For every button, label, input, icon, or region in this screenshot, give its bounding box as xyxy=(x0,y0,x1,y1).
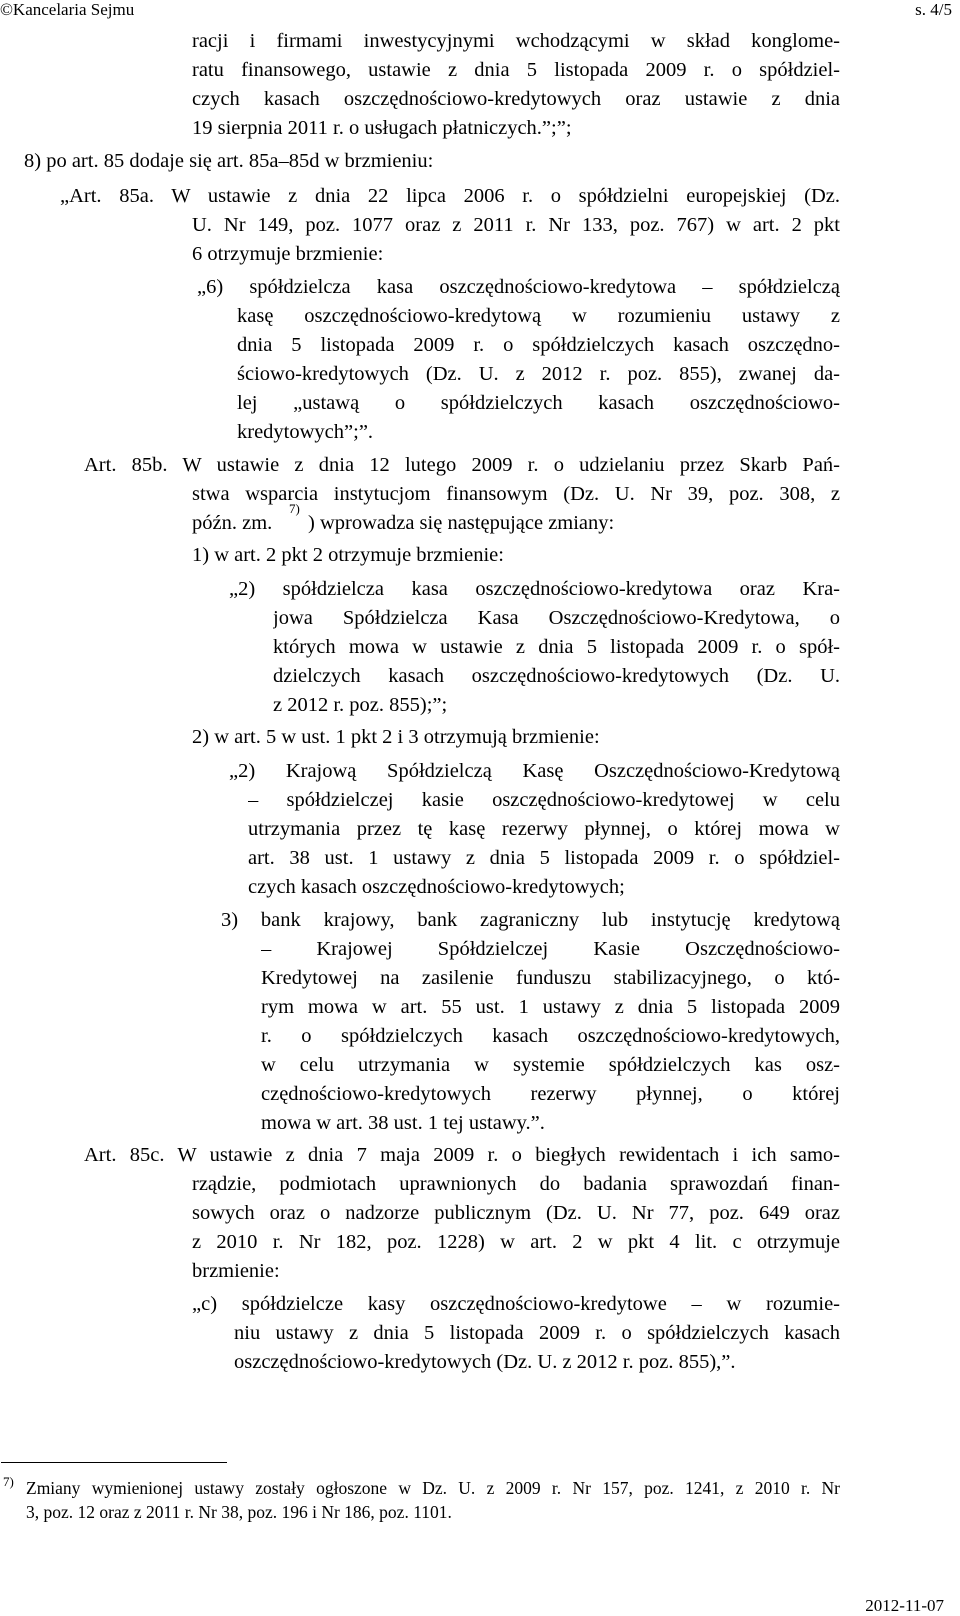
footnote-reference: 7) xyxy=(289,501,300,516)
text-line: 3) bank krajowy, bank zagraniczny lub instytucję kredytową xyxy=(221,909,840,931)
text-line: „2) spółdzielcza kasa oszczędnościowo-kredytowa oraz Kra- xyxy=(229,578,840,600)
text-line: w celu utrzymania w systemie spółdzielczych kas osz- xyxy=(261,1054,840,1076)
text-line: Kredytowej na zasilenie funduszu stabilizacyjnego, o któ- xyxy=(261,967,840,989)
text-line: rządzie, podmiotach uprawnionych do badania sprawozdań finan- xyxy=(192,1173,840,1195)
text-line: ściowo-kredytowych (Dz. U. z 2012 r. poz. 855), zwanej da- xyxy=(237,363,840,385)
text-line: kasę oszczędnościowo-kredytową w rozumieniu ustawy z xyxy=(237,305,840,327)
text-line: „Art. 85a. W ustawie z dnia 22 lipca 2006 r. o spółdzielni europejskiej (Dz. xyxy=(60,185,840,207)
text-line: dnia 5 listopada 2009 r. o spółdzielczych kasach oszczędno- xyxy=(237,334,840,356)
text-line: lej „ustawą o spółdzielczych kasach oszczędnościowo- xyxy=(237,392,840,414)
text-line: z 2010 r. Nr 182, poz. 1228) w art. 2 w pkt 4 lit. c otrzymuje xyxy=(192,1231,840,1253)
text-line: U. Nr 149, poz. 1077 oraz z 2011 r. Nr 133, poz. 767) w art. 2 pkt xyxy=(192,214,840,236)
text-line: racji i firmami inwestycyjnymi wchodzącymi w skład konglome- xyxy=(192,30,840,52)
text-line: późn. zm. xyxy=(192,512,273,534)
footnote-text: 3, poz. 12 oraz z 2011 r. Nr 38, poz. 196 i Nr 186, poz. 1101. xyxy=(26,1502,452,1522)
footnote-marker: 7) xyxy=(3,1474,14,1489)
text-line: ratu finansowego, ustawie z dnia 5 listopada 2009 r. o spółdziel- xyxy=(192,59,840,81)
text-line: kredytowych”;”. xyxy=(237,421,374,443)
footnote-text: Zmiany wymienionej ustawy zostały ogłoszone w Dz. U. z 2009 r. Nr 157, poz. 1241, z 2010 r. Nr xyxy=(26,1478,840,1498)
text-line: 1) w art. 2 pkt 2 otrzymuje brzmienie: xyxy=(192,544,504,566)
text-line: utrzymania przez tę kasę rezerwy płynnej, o której mowa w xyxy=(248,818,840,840)
text-line: 8) po art. 85 dodaje się art. 85a–85d w brzmieniu: xyxy=(24,150,434,172)
text-line: – spółdzielczej kasie oszczędnościowo-kredytowej w celu xyxy=(248,789,840,811)
text-line: „2) Krajową Spółdzielczą Kasę Oszczędnościowo-Kredytową xyxy=(229,760,840,782)
footnote-separator xyxy=(1,1462,227,1463)
text-line: dzielczych kasach oszczędnościowo-kredytowych (Dz. U. xyxy=(273,665,840,687)
text-line: czych kasach oszczędnościowo-kredytowych; xyxy=(248,876,625,898)
text-line: „c) spółdzielcze kasy oszczędnościowo-kredytowe – w rozumie- xyxy=(192,1293,840,1315)
text-line: ) wprowadza się następujące zmiany: xyxy=(308,512,615,534)
text-line: Art. 85b. W ustawie z dnia 12 lutego 2009 r. o udzielaniu przez Skarb Pań- xyxy=(84,454,840,476)
text-line: z 2012 r. poz. 855);”; xyxy=(273,694,448,716)
text-line: 2) w art. 5 w ust. 1 pkt 2 i 3 otrzymują brzmienie: xyxy=(192,726,600,748)
text-line: r. o spółdzielczych kasach oszczędnościowo-kredytowych, xyxy=(261,1025,840,1047)
text-line: oszczędnościowo-kredytowych (Dz. U. z 2012 r. poz. 855),”. xyxy=(234,1351,736,1373)
text-line: czędnościowo-kredytowych rezerwy płynnej, o której xyxy=(261,1083,840,1105)
text-line: 6 otrzymuje brzmienie: xyxy=(192,243,384,265)
text-line: stwa wsparcia instytucjom finansowym (Dz. U. Nr 39, poz. 308, z xyxy=(192,483,840,505)
footer-date: 2012-11-07 xyxy=(865,1596,944,1615)
header-copyright: ©Kancelaria Sejmu xyxy=(0,0,135,19)
text-line: niu ustawy z dnia 5 listopada 2009 r. o spółdzielczych kasach xyxy=(234,1322,840,1344)
text-line: art. 38 ust. 1 ustawy z dnia 5 listopada 2009 r. o spółdziel- xyxy=(248,847,840,869)
text-line: „6) spółdzielcza kasa oszczędnościowo-kredytowa – spółdzielczą xyxy=(197,276,840,298)
text-line: – Krajowej Spółdzielczej Kasie Oszczędnościowo- xyxy=(261,938,840,960)
text-line: brzmienie: xyxy=(192,1260,280,1282)
text-line: jowa Spółdzielcza Kasa Oszczędnościowo-Kredytowa, o xyxy=(273,607,840,629)
text-line: rym mowa w art. 55 ust. 1 ustawy z dnia 5 listopada 2009 xyxy=(261,996,840,1018)
page-number: s. 4/5 xyxy=(915,0,952,19)
text-line: których mowa w ustawie z dnia 5 listopada 2009 r. o spół- xyxy=(273,636,840,658)
text-line: sowych oraz o nadzorze publicznym (Dz. U. Nr 77, poz. 649 oraz xyxy=(192,1202,840,1224)
text-line: 19 sierpnia 2011 r. o usługach płatniczych.”;”; xyxy=(192,117,572,139)
text-line: mowa w art. 38 ust. 1 tej ustawy.”. xyxy=(261,1112,545,1134)
text-line: Art. 85c. W ustawie z dnia 7 maja 2009 r. o biegłych rewidentach i ich samo- xyxy=(84,1144,840,1166)
text-line: czych kasach oszczędnościowo-kredytowych oraz ustawie z dnia xyxy=(192,88,840,110)
